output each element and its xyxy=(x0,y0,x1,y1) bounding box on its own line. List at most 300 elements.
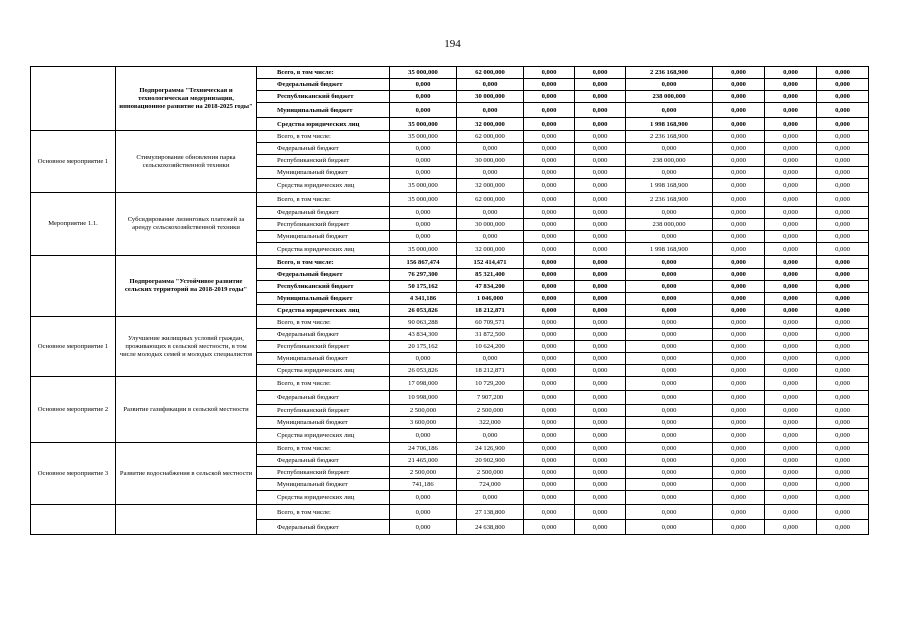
amount-cell: 0,000 xyxy=(765,329,817,341)
amount-cell: 0,000 xyxy=(575,231,626,243)
funding-source-cell: Муниципальный бюджет xyxy=(257,353,390,365)
funding-source-cell: Всего, в том числе: xyxy=(257,317,390,329)
amount-cell: 0,000 xyxy=(765,293,817,305)
amount-cell: 0,000 xyxy=(713,118,765,131)
amount-cell: 0,000 xyxy=(575,329,626,341)
amount-cell: 0,000 xyxy=(524,391,575,405)
event-item-cell: Основное мероприятие 1 xyxy=(31,131,116,193)
amount-cell: 2 500,000 xyxy=(457,405,524,417)
amount-cell: 0,000 xyxy=(524,167,575,179)
amount-cell: 724,000 xyxy=(457,479,524,491)
amount-cell: 0,000 xyxy=(524,353,575,365)
amount-cell: 0,000 xyxy=(524,417,575,429)
amount-cell: 47 834,200 xyxy=(457,281,524,293)
amount-cell: 0,000 xyxy=(817,231,869,243)
amount-cell: 0,000 xyxy=(575,293,626,305)
amount-cell: 0,000 xyxy=(575,429,626,443)
amount-cell: 0,000 xyxy=(524,67,575,79)
funding-source-cell: Федеральный бюджет xyxy=(257,207,390,219)
event-description-cell: Улучшение жилищных условий граждан, проживающих в сельской местности, в том числе молодых семей и молодых специалистов xyxy=(116,317,257,377)
table-row xyxy=(31,193,869,207)
amount-cell: 0,000 xyxy=(575,91,626,103)
amount-cell: 1 998 168,900 xyxy=(626,243,713,256)
amount-cell: 0,000 xyxy=(817,520,869,535)
amount-cell: 0,000 xyxy=(390,103,457,118)
amount-cell: 0,000 xyxy=(390,231,457,243)
funding-source-cell: Федеральный бюджет xyxy=(257,269,390,281)
amount-cell: 0,000 xyxy=(457,491,524,505)
amount-cell: 7 907,200 xyxy=(457,391,524,405)
amount-cell: 0,000 xyxy=(626,281,713,293)
amount-cell: 0,000 xyxy=(713,317,765,329)
amount-cell: 0,000 xyxy=(524,281,575,293)
amount-cell: 0,000 xyxy=(390,353,457,365)
amount-cell: 30 000,000 xyxy=(457,91,524,103)
amount-cell: 152 414,471 xyxy=(457,256,524,269)
amount-cell: 0,000 xyxy=(713,520,765,535)
amount-cell: 0,000 xyxy=(524,405,575,417)
amount-cell: 0,000 xyxy=(626,293,713,305)
amount-cell: 0,000 xyxy=(575,256,626,269)
amount-cell: 0,000 xyxy=(575,455,626,467)
amount-cell: 0,000 xyxy=(524,491,575,505)
amount-cell: 0,000 xyxy=(713,479,765,491)
funding-source-cell: Средства юридических лиц xyxy=(257,118,390,131)
amount-cell: 32 000,000 xyxy=(457,179,524,193)
amount-cell: 0,000 xyxy=(575,365,626,377)
amount-cell: 0,000 xyxy=(817,281,869,293)
amount-cell: 0,000 xyxy=(626,479,713,491)
amount-cell: 26 053,826 xyxy=(390,305,457,317)
amount-cell: 0,000 xyxy=(713,329,765,341)
amount-cell: 0,000 xyxy=(626,256,713,269)
amount-cell: 0,000 xyxy=(575,103,626,118)
amount-cell: 0,000 xyxy=(817,491,869,505)
funding-source-cell: Федеральный бюджет xyxy=(257,520,390,535)
amount-cell: 0,000 xyxy=(765,207,817,219)
amount-cell: 0,000 xyxy=(457,353,524,365)
amount-cell: 0,000 xyxy=(457,231,524,243)
funding-source-cell: Средства юридических лиц xyxy=(257,179,390,193)
funding-source-cell: Всего, в том числе: xyxy=(257,67,390,79)
amount-cell: 0,000 xyxy=(765,143,817,155)
amount-cell: 0,000 xyxy=(817,79,869,91)
amount-cell: 32 000,000 xyxy=(457,118,524,131)
amount-cell: 0,000 xyxy=(575,317,626,329)
amount-cell: 741,186 xyxy=(390,479,457,491)
amount-cell: 0,000 xyxy=(817,131,869,143)
funding-source-cell: Республиканский бюджет xyxy=(257,281,390,293)
amount-cell: 0,000 xyxy=(765,491,817,505)
amount-cell: 0,000 xyxy=(524,505,575,520)
amount-cell: 18 212,871 xyxy=(457,305,524,317)
amount-cell: 0,000 xyxy=(524,103,575,118)
amount-cell: 30 000,000 xyxy=(457,155,524,167)
funding-source-cell: Республиканский бюджет xyxy=(257,467,390,479)
amount-cell: 0,000 xyxy=(765,281,817,293)
amount-cell: 0,000 xyxy=(713,405,765,417)
event-description-cell xyxy=(116,505,257,535)
amount-cell: 0,000 xyxy=(524,443,575,455)
amount-cell: 2 236 168,900 xyxy=(626,67,713,79)
amount-cell: 0,000 xyxy=(626,467,713,479)
amount-cell: 0,000 xyxy=(390,79,457,91)
event-item-cell: Основное мероприятие 3 xyxy=(31,443,116,505)
funding-source-cell: Республиканский бюджет xyxy=(257,155,390,167)
amount-cell: 62 000,000 xyxy=(457,67,524,79)
amount-cell: 0,000 xyxy=(524,131,575,143)
amount-cell: 0,000 xyxy=(524,329,575,341)
amount-cell: 4 341,186 xyxy=(390,293,457,305)
amount-cell: 0,000 xyxy=(626,520,713,535)
amount-cell: 0,000 xyxy=(524,193,575,207)
amount-cell: 0,000 xyxy=(817,365,869,377)
funding-source-cell: Федеральный бюджет xyxy=(257,391,390,405)
funding-source-cell: Средства юридических лиц xyxy=(257,305,390,317)
event-item-cell xyxy=(31,256,116,317)
amount-cell: 0,000 xyxy=(765,443,817,455)
amount-cell: 3 600,000 xyxy=(390,417,457,429)
amount-cell: 0,000 xyxy=(626,143,713,155)
event-item-cell: Основное мероприятие 2 xyxy=(31,377,116,443)
amount-cell: 0,000 xyxy=(713,443,765,455)
amount-cell: 156 867,474 xyxy=(390,256,457,269)
amount-cell: 18 212,871 xyxy=(457,365,524,377)
amount-cell: 0,000 xyxy=(626,377,713,391)
amount-cell: 0,000 xyxy=(817,305,869,317)
amount-cell: 2 236 168,900 xyxy=(626,193,713,207)
funding-source-cell: Всего, в том числе: xyxy=(257,443,390,455)
amount-cell: 0,000 xyxy=(575,417,626,429)
amount-cell: 0,000 xyxy=(713,505,765,520)
amount-cell: 0,000 xyxy=(765,317,817,329)
event-item-cell xyxy=(31,67,116,131)
amount-cell: 0,000 xyxy=(817,243,869,256)
amount-cell: 35 000,000 xyxy=(390,179,457,193)
event-description-cell: Развитие водоснабжения в сельской местности xyxy=(116,443,257,505)
event-item-cell: Основное мероприятие 1 xyxy=(31,317,116,377)
amount-cell: 0,000 xyxy=(713,131,765,143)
funding-source-cell: Муниципальный бюджет xyxy=(257,293,390,305)
amount-cell: 0,000 xyxy=(390,520,457,535)
amount-cell: 0,000 xyxy=(626,365,713,377)
amount-cell: 0,000 xyxy=(713,365,765,377)
amount-cell: 0,000 xyxy=(626,79,713,91)
amount-cell: 0,000 xyxy=(524,256,575,269)
amount-cell: 0,000 xyxy=(626,417,713,429)
amount-cell: 0,000 xyxy=(390,219,457,231)
amount-cell: 0,000 xyxy=(713,391,765,405)
amount-cell: 0,000 xyxy=(713,207,765,219)
amount-cell: 0,000 xyxy=(390,505,457,520)
amount-cell: 0,000 xyxy=(575,479,626,491)
amount-cell: 2 500,000 xyxy=(457,467,524,479)
amount-cell: 0,000 xyxy=(713,491,765,505)
amount-cell: 0,000 xyxy=(575,167,626,179)
amount-cell: 0,000 xyxy=(765,67,817,79)
amount-cell: 0,000 xyxy=(817,505,869,520)
amount-cell: 0,000 xyxy=(524,143,575,155)
amount-cell: 1 998 168,900 xyxy=(626,118,713,131)
funding-source-cell: Республиканский бюджет xyxy=(257,341,390,353)
amount-cell: 0,000 xyxy=(817,317,869,329)
amount-cell: 31 872,500 xyxy=(457,329,524,341)
amount-cell: 0,000 xyxy=(575,305,626,317)
amount-cell: 0,000 xyxy=(817,329,869,341)
amount-cell: 0,000 xyxy=(817,377,869,391)
amount-cell: 26 053,826 xyxy=(390,365,457,377)
amount-cell: 20 175,162 xyxy=(390,341,457,353)
amount-cell: 0,000 xyxy=(817,443,869,455)
amount-cell: 1 998 168,900 xyxy=(626,179,713,193)
amount-cell: 0,000 xyxy=(524,219,575,231)
table-row xyxy=(31,505,869,520)
amount-cell: 0,000 xyxy=(524,520,575,535)
amount-cell: 0,000 xyxy=(765,405,817,417)
amount-cell: 0,000 xyxy=(575,377,626,391)
amount-cell: 0,000 xyxy=(626,207,713,219)
amount-cell: 0,000 xyxy=(817,256,869,269)
amount-cell: 0,000 xyxy=(817,479,869,491)
amount-cell: 0,000 xyxy=(524,269,575,281)
amount-cell: 0,000 xyxy=(524,155,575,167)
amount-cell: 0,000 xyxy=(713,353,765,365)
funding-source-cell: Федеральный бюджет xyxy=(257,79,390,91)
amount-cell: 0,000 xyxy=(390,143,457,155)
amount-cell: 0,000 xyxy=(713,429,765,443)
amount-cell: 238 000,000 xyxy=(626,91,713,103)
funding-source-cell: Муниципальный бюджет xyxy=(257,167,390,179)
funding-source-cell: Всего, в том числе: xyxy=(257,193,390,207)
amount-cell: 0,000 xyxy=(817,118,869,131)
amount-cell: 0,000 xyxy=(713,341,765,353)
amount-cell: 0,000 xyxy=(765,365,817,377)
amount-cell: 0,000 xyxy=(626,317,713,329)
amount-cell: 0,000 xyxy=(765,79,817,91)
amount-cell: 0,000 xyxy=(524,455,575,467)
amount-cell: 0,000 xyxy=(713,256,765,269)
amount-cell: 0,000 xyxy=(765,429,817,443)
amount-cell: 0,000 xyxy=(765,179,817,193)
amount-cell: 0,000 xyxy=(713,243,765,256)
amount-cell: 0,000 xyxy=(626,443,713,455)
amount-cell: 0,000 xyxy=(575,67,626,79)
event-item-cell: Мероприятие 1.1. xyxy=(31,193,116,256)
amount-cell: 0,000 xyxy=(626,103,713,118)
amount-cell: 60 709,571 xyxy=(457,317,524,329)
funding-source-cell: Республиканский бюджет xyxy=(257,91,390,103)
amount-cell: 20 902,900 xyxy=(457,455,524,467)
amount-cell: 0,000 xyxy=(524,91,575,103)
amount-cell: 238 000,000 xyxy=(626,155,713,167)
amount-cell: 0,000 xyxy=(817,103,869,118)
amount-cell: 0,000 xyxy=(457,429,524,443)
funding-source-cell: Средства юридических лиц xyxy=(257,243,390,256)
amount-cell: 0,000 xyxy=(524,231,575,243)
amount-cell: 0,000 xyxy=(713,67,765,79)
amount-cell: 0,000 xyxy=(575,79,626,91)
amount-cell: 0,000 xyxy=(626,391,713,405)
amount-cell: 90 063,288 xyxy=(390,317,457,329)
amount-cell: 0,000 xyxy=(524,305,575,317)
event-description-cell: Подпрограмма "Техническая и технологическая модернизация, инновационное развитие на 2018-2025 годы" xyxy=(116,67,257,131)
funding-source-cell: Федеральный бюджет xyxy=(257,143,390,155)
amount-cell: 21 465,000 xyxy=(390,455,457,467)
amount-cell: 0,000 xyxy=(626,341,713,353)
amount-cell: 0,000 xyxy=(713,281,765,293)
amount-cell: 0,000 xyxy=(575,219,626,231)
amount-cell: 0,000 xyxy=(817,219,869,231)
amount-cell: 0,000 xyxy=(626,353,713,365)
amount-cell: 0,000 xyxy=(575,520,626,535)
amount-cell: 0,000 xyxy=(765,377,817,391)
page-number: 194 xyxy=(444,38,461,50)
amount-cell: 0,000 xyxy=(390,155,457,167)
amount-cell: 0,000 xyxy=(817,341,869,353)
amount-cell: 0,000 xyxy=(817,405,869,417)
amount-cell: 35 000,000 xyxy=(390,131,457,143)
table-row xyxy=(31,67,869,79)
amount-cell: 0,000 xyxy=(713,167,765,179)
amount-cell: 0,000 xyxy=(817,91,869,103)
amount-cell: 0,000 xyxy=(765,256,817,269)
amount-cell: 0,000 xyxy=(817,155,869,167)
amount-cell: 0,000 xyxy=(765,131,817,143)
amount-cell: 43 834,300 xyxy=(390,329,457,341)
amount-cell: 0,000 xyxy=(524,467,575,479)
amount-cell: 0,000 xyxy=(765,391,817,405)
amount-cell: 10 998,000 xyxy=(390,391,457,405)
funding-source-cell: Муниципальный бюджет xyxy=(257,103,390,118)
amount-cell: 0,000 xyxy=(575,281,626,293)
amount-cell: 50 175,162 xyxy=(390,281,457,293)
amount-cell: 0,000 xyxy=(457,143,524,155)
amount-cell: 0,000 xyxy=(765,155,817,167)
funding-source-cell: Всего, в том числе: xyxy=(257,131,390,143)
amount-cell: 0,000 xyxy=(626,305,713,317)
amount-cell: 24 706,186 xyxy=(390,443,457,455)
amount-cell: 17 098,000 xyxy=(390,377,457,391)
amount-cell: 0,000 xyxy=(713,143,765,155)
amount-cell: 0,000 xyxy=(457,103,524,118)
amount-cell: 0,000 xyxy=(524,118,575,131)
amount-cell: 0,000 xyxy=(524,365,575,377)
amount-cell: 0,000 xyxy=(817,67,869,79)
amount-cell: 0,000 xyxy=(713,377,765,391)
amount-cell: 2 500,000 xyxy=(390,405,457,417)
event-description-cell: Подпрограмма "Устойчивое развитие сельских территорий на 2018-2019 годы" xyxy=(116,256,257,317)
amount-cell: 0,000 xyxy=(575,207,626,219)
amount-cell: 76 297,300 xyxy=(390,269,457,281)
amount-cell: 0,000 xyxy=(524,341,575,353)
amount-cell: 0,000 xyxy=(765,455,817,467)
amount-cell: 0,000 xyxy=(765,103,817,118)
amount-cell: 0,000 xyxy=(524,207,575,219)
amount-cell: 0,000 xyxy=(817,207,869,219)
funding-source-cell: Средства юридических лиц xyxy=(257,365,390,377)
amount-cell: 0,000 xyxy=(575,491,626,505)
amount-cell: 1 046,000 xyxy=(457,293,524,305)
amount-cell: 0,000 xyxy=(626,167,713,179)
amount-cell: 0,000 xyxy=(713,417,765,429)
amount-cell: 0,000 xyxy=(626,231,713,243)
amount-cell: 322,000 xyxy=(457,417,524,429)
funding-source-cell: Средства юридических лиц xyxy=(257,491,390,505)
amount-cell: 0,000 xyxy=(626,329,713,341)
amount-cell: 0,000 xyxy=(817,455,869,467)
amount-cell: 0,000 xyxy=(524,79,575,91)
funding-source-cell: Средства юридических лиц xyxy=(257,429,390,443)
funding-source-cell: Федеральный бюджет xyxy=(257,455,390,467)
amount-cell: 0,000 xyxy=(524,317,575,329)
amount-cell: 0,000 xyxy=(390,91,457,103)
amount-cell: 0,000 xyxy=(765,91,817,103)
amount-cell: 62 000,000 xyxy=(457,131,524,143)
amount-cell: 0,000 xyxy=(817,193,869,207)
amount-cell: 0,000 xyxy=(626,491,713,505)
event-item-cell xyxy=(31,505,116,535)
amount-cell: 0,000 xyxy=(713,79,765,91)
amount-cell: 0,000 xyxy=(765,167,817,179)
table-row xyxy=(31,256,869,269)
amount-cell: 0,000 xyxy=(713,305,765,317)
funding-source-cell: Муниципальный бюджет xyxy=(257,479,390,491)
funding-source-cell: Муниципальный бюджет xyxy=(257,231,390,243)
amount-cell: 0,000 xyxy=(817,179,869,193)
amount-cell: 62 000,000 xyxy=(457,193,524,207)
amount-cell: 0,000 xyxy=(713,455,765,467)
amount-cell: 0,000 xyxy=(575,405,626,417)
amount-cell: 0,000 xyxy=(524,179,575,193)
funding-source-cell: Муниципальный бюджет xyxy=(257,417,390,429)
amount-cell: 0,000 xyxy=(457,167,524,179)
amount-cell: 0,000 xyxy=(524,429,575,443)
amount-cell: 0,000 xyxy=(817,467,869,479)
amount-cell: 0,000 xyxy=(524,479,575,491)
amount-cell: 0,000 xyxy=(713,219,765,231)
amount-cell: 35 000,000 xyxy=(390,193,457,207)
amount-cell: 0,000 xyxy=(817,353,869,365)
amount-cell: 0,000 xyxy=(765,417,817,429)
table-row xyxy=(31,443,869,455)
amount-cell: 32 000,000 xyxy=(457,243,524,256)
event-description-cell: Субсидирование лизинговых платежей за аренду сельскохозяйственной техники xyxy=(116,193,257,256)
amount-cell: 0,000 xyxy=(817,167,869,179)
amount-cell: 0,000 xyxy=(713,179,765,193)
amount-cell: 0,000 xyxy=(390,207,457,219)
table-row xyxy=(31,131,869,143)
amount-cell: 0,000 xyxy=(457,207,524,219)
amount-cell: 24 638,800 xyxy=(457,520,524,535)
amount-cell: 0,000 xyxy=(575,179,626,193)
amount-cell: 0,000 xyxy=(575,143,626,155)
amount-cell: 0,000 xyxy=(713,91,765,103)
funding-source-cell: Всего, в том числе: xyxy=(257,377,390,391)
amount-cell: 0,000 xyxy=(524,243,575,256)
amount-cell: 238 000,000 xyxy=(626,219,713,231)
amount-cell: 0,000 xyxy=(765,520,817,535)
funding-source-cell: Республиканский бюджет xyxy=(257,405,390,417)
amount-cell: 2 500,000 xyxy=(390,467,457,479)
amount-cell: 0,000 xyxy=(713,231,765,243)
amount-cell: 0,000 xyxy=(765,118,817,131)
amount-cell: 0,000 xyxy=(713,103,765,118)
amount-cell: 0,000 xyxy=(626,269,713,281)
amount-cell: 0,000 xyxy=(575,118,626,131)
amount-cell: 0,000 xyxy=(457,79,524,91)
amount-cell: 0,000 xyxy=(626,405,713,417)
amount-cell: 0,000 xyxy=(713,193,765,207)
